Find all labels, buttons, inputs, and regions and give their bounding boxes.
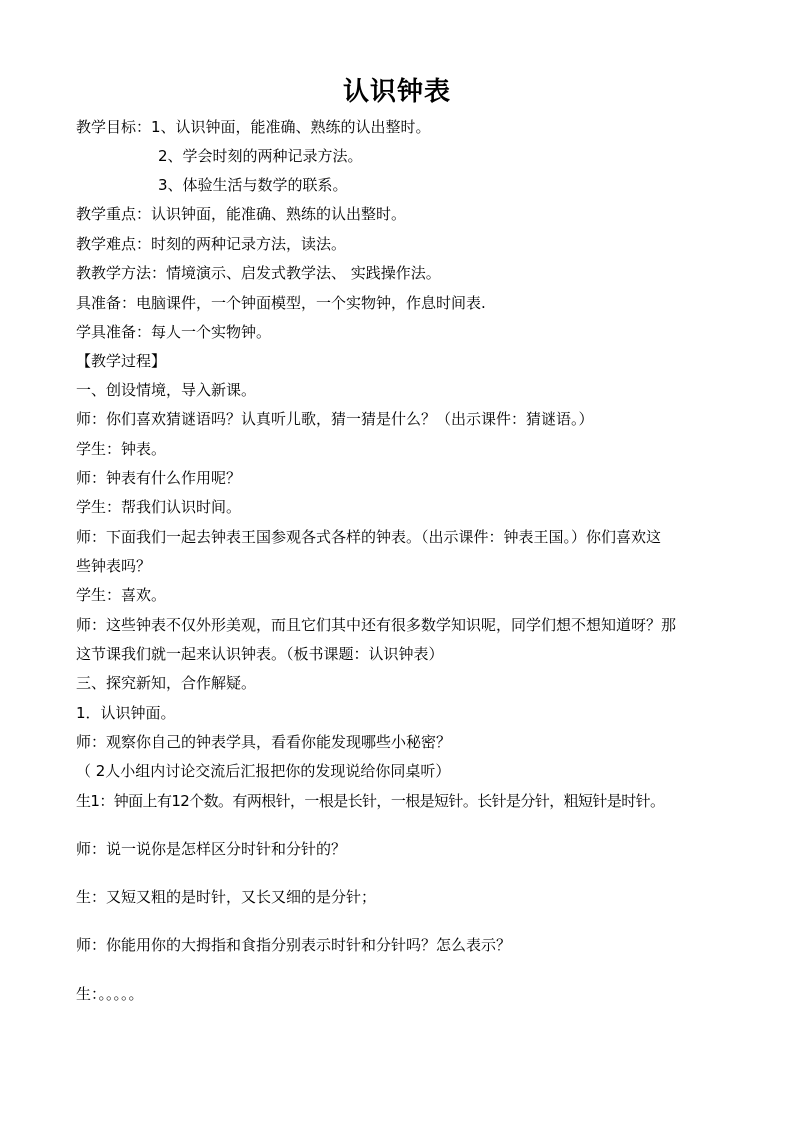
text-line: 师：观察你自己的钟表学具，看看你能发现哪些小秘密？ bbox=[76, 733, 452, 751]
text-line: 教学重点：认识钟面，能准确、熟练的认出整时。 bbox=[76, 205, 407, 223]
text-line: 生：。。。。。 bbox=[76, 985, 144, 1003]
text-line: 2、学会时刻的两种记录方法。 bbox=[158, 147, 363, 165]
section-heading: 一、创设情境，导入新课。 bbox=[76, 381, 257, 399]
text-line: 师：钟表有什么作用呢？ bbox=[76, 469, 242, 487]
text-line: 师：这些钟表不仅外形美观，而且它们其中还有很多数学知识呢，同学们想不想知道呀？那 bbox=[76, 616, 677, 634]
text-line: 3、体验生活与数学的联系。 bbox=[158, 176, 348, 194]
text-line: 学具准备：每人一个实物钟。 bbox=[76, 323, 272, 341]
section-heading: 三、探究新知，合作解疑。 bbox=[76, 674, 257, 692]
text-line: 学生：帮我们认识时间。 bbox=[76, 498, 242, 516]
text-line: 师：说一说你是怎样区分时针和分针的？ bbox=[76, 840, 347, 858]
text-line: 教学难点：时刻的两种记录方法，读法。 bbox=[76, 235, 347, 253]
section-heading: 【教学过程】 bbox=[76, 352, 167, 370]
text-line: （ 2人小组内讨论交流后汇报把你的发现说给你同桌听） bbox=[76, 762, 451, 780]
document-title: 认识钟表 bbox=[342, 77, 451, 107]
text-line: 具准备：电脑课件，一个钟面模型，一个实物钟，作息时间表. bbox=[76, 294, 486, 312]
text-line: 生：又短又粗的是时针，又长又细的是分针； bbox=[76, 888, 377, 906]
text-line: 生1：钟面上有12个数。有两根针，一根是长针，一根是短针。长针是分针，粗短针是时针。 bbox=[76, 792, 665, 810]
text-line: 学生：喜欢。 bbox=[76, 586, 167, 604]
text-line: 这节课我们就一起来认识钟表。（板书课题：认识钟表） bbox=[76, 645, 444, 663]
text-line: 1．认识钟面。 bbox=[76, 704, 176, 722]
text-line: 师：你们喜欢猜谜语吗？认真听儿歌，猜一猜是什么？（出示课件：猜谜语。） bbox=[76, 410, 594, 428]
text-line: 学生：钟表。 bbox=[76, 440, 167, 458]
text-line: 师：你能用你的大拇指和食指分别表示时针和分针吗？怎么表示？ bbox=[76, 936, 512, 954]
text-line: 些钟表吗？ bbox=[76, 557, 152, 575]
text-line: 教教学方法：情境演示、启发式教学法、 实践操作法。 bbox=[76, 264, 441, 282]
text-line: 教学目标：1、认识钟面，能准确、熟练的认出整时。 bbox=[76, 118, 431, 136]
text-line: 师：下面我们一起去钟表王国参观各式各样的钟表。（出示课件：钟表王国。）你们喜欢这 bbox=[76, 528, 662, 546]
